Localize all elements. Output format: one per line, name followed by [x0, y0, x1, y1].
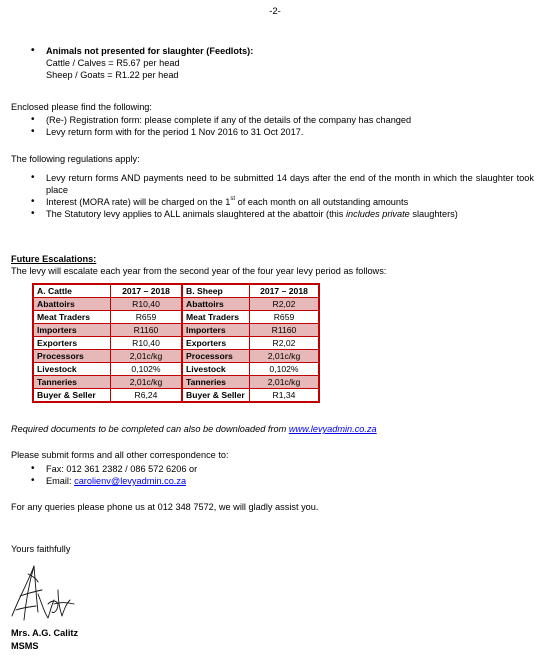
sheep-levy: R2,02 — [250, 337, 320, 350]
sheep-levy: 2,01c/kg — [250, 350, 320, 363]
cattle-levy: R659 — [111, 311, 183, 324]
table-row — [33, 350, 319, 363]
feedlots-sheep-rate: Sheep / Goats = R1.22 per head — [46, 70, 179, 80]
cattle-category: Exporters — [33, 337, 111, 350]
sheep-category: Importers — [182, 324, 250, 337]
cattle-levy: 0,102% — [111, 363, 183, 376]
regulation-item-submission: • Levy return forms AND payments need to be submitted 14 days after the end of the month in which the slaughter took place — [0, 172, 534, 196]
cattle-levy: R6,24 — [111, 389, 183, 403]
sheep-levy: R1160 — [250, 324, 320, 337]
cattle-category: Buyer & Seller — [33, 389, 111, 403]
downloads-note — [11, 424, 377, 434]
cattle-levy: 2,01c/kg — [111, 350, 183, 363]
table-row — [33, 337, 319, 350]
cattle-category: Meat Traders — [33, 311, 111, 324]
sheep-levy: R2,02 — [250, 298, 320, 311]
regulations-section — [0, 172, 534, 220]
regulation-item-statutory — [0, 208, 534, 220]
header-sheep: B. Sheep — [182, 284, 250, 298]
signatory-org: MSMS — [11, 641, 39, 651]
enclosed-section — [11, 101, 541, 113]
sheep-category: Meat Traders — [182, 311, 250, 324]
cattle-category: Importers — [33, 324, 111, 337]
cattle-category: Processors — [33, 350, 111, 363]
sheep-levy: R659 — [250, 311, 320, 324]
header-cattle-period: 2017 – 2018 — [111, 284, 183, 298]
email-link[interactable]: carolienv@levyadmin.co.za — [74, 476, 187, 486]
escalations-intro: The levy will escalate each year from the second year of the four year levy period as follows: — [11, 266, 387, 276]
cattle-levy: R1160 — [111, 324, 183, 337]
cattle-levy: 2,01c/kg — [111, 376, 183, 389]
table-row — [33, 298, 319, 311]
cattle-category: Abattoirs — [33, 298, 111, 311]
cattle-levy: R10,40 — [111, 298, 183, 311]
interest-text: Interest (MORA rate) will be charged on the 1 — [46, 197, 231, 207]
regulation-item-interest — [0, 196, 534, 208]
regulations-intro: The following regulations apply: — [11, 154, 140, 164]
table-row — [33, 376, 319, 389]
sheep-category: Livestock — [182, 363, 250, 376]
statutory-text-end: slaughters) — [409, 209, 458, 219]
statutory-emphasis: includes private — [345, 209, 410, 219]
escalations-heading: Future Escalations: — [11, 254, 97, 264]
table-row — [33, 389, 319, 403]
regulations-list — [0, 172, 534, 220]
downloads-text: Required documents to be completed can also be downloaded from — [11, 424, 289, 434]
statutory-text: The Statutory levy applies to ALL animals slaughtered at the abattoir (this — [46, 209, 346, 219]
enclosed-items — [0, 114, 540, 138]
levy-table — [32, 283, 320, 403]
page-number: -2- — [269, 6, 281, 17]
sheep-category: Exporters — [182, 337, 250, 350]
levyadmin-website-link[interactable]: www.levyadmin.co.za — [288, 424, 377, 434]
table-row — [33, 363, 319, 376]
table-row — [33, 311, 319, 324]
table-row — [33, 324, 319, 337]
correspondence-section — [0, 463, 540, 487]
sheep-category: Tanneries — [182, 376, 250, 389]
feedlots-heading: • Animals not presented for slaughter (Feedlots): — [0, 45, 550, 57]
fax-number: • Fax: 012 361 2382 / 086 572 6206 or — [0, 463, 540, 475]
enclosed-item-levy-return: • Levy return form with for the period 1 Nov 2016 to 31 Oct 2017. — [0, 126, 540, 138]
feedlots-cattle-rate: Cattle / Calves = R5.67 per head — [46, 58, 180, 68]
enclosed-item-registration: • (Re-) Registration form: please complete if any of the details of the company has changed — [0, 114, 540, 126]
email-item — [0, 475, 540, 487]
levy-table-header — [33, 284, 319, 298]
feedlots-section — [0, 45, 550, 81]
sheep-category: Processors — [182, 350, 250, 363]
correspondence-list — [0, 463, 540, 487]
header-cattle: A. Cattle — [33, 284, 111, 298]
header-sheep-period: 2017 – 2018 — [250, 284, 320, 298]
interest-text-end: of each month on all outstanding amounts — [235, 197, 409, 207]
feedlots-list — [0, 45, 550, 57]
sheep-levy: R1,34 — [250, 389, 320, 403]
sheep-category: Buyer & Seller — [182, 389, 250, 403]
sheep-category: Abattoirs — [182, 298, 250, 311]
sheep-levy: 2,01c/kg — [250, 376, 320, 389]
cattle-category: Tanneries — [33, 376, 111, 389]
queries-text: For any queries please phone us at 012 348 7572, we will gladly assist you. — [11, 502, 319, 512]
cattle-category: Livestock — [33, 363, 111, 376]
handwritten-signature — [8, 560, 78, 624]
email-label: Email: — [46, 476, 75, 486]
sheep-levy: 0,102% — [250, 363, 320, 376]
enclosed-list — [0, 114, 540, 138]
interest-sup: st — [230, 196, 236, 202]
enclosed-intro: Enclosed please find the following: — [11, 102, 152, 112]
correspondence-intro: Please submit forms and all other correspondence to: — [11, 450, 229, 460]
closing-text: Yours faithfully — [11, 544, 71, 554]
cattle-levy: R10,40 — [111, 337, 183, 350]
signatory-name: Mrs. A.G. Calitz — [11, 628, 79, 638]
